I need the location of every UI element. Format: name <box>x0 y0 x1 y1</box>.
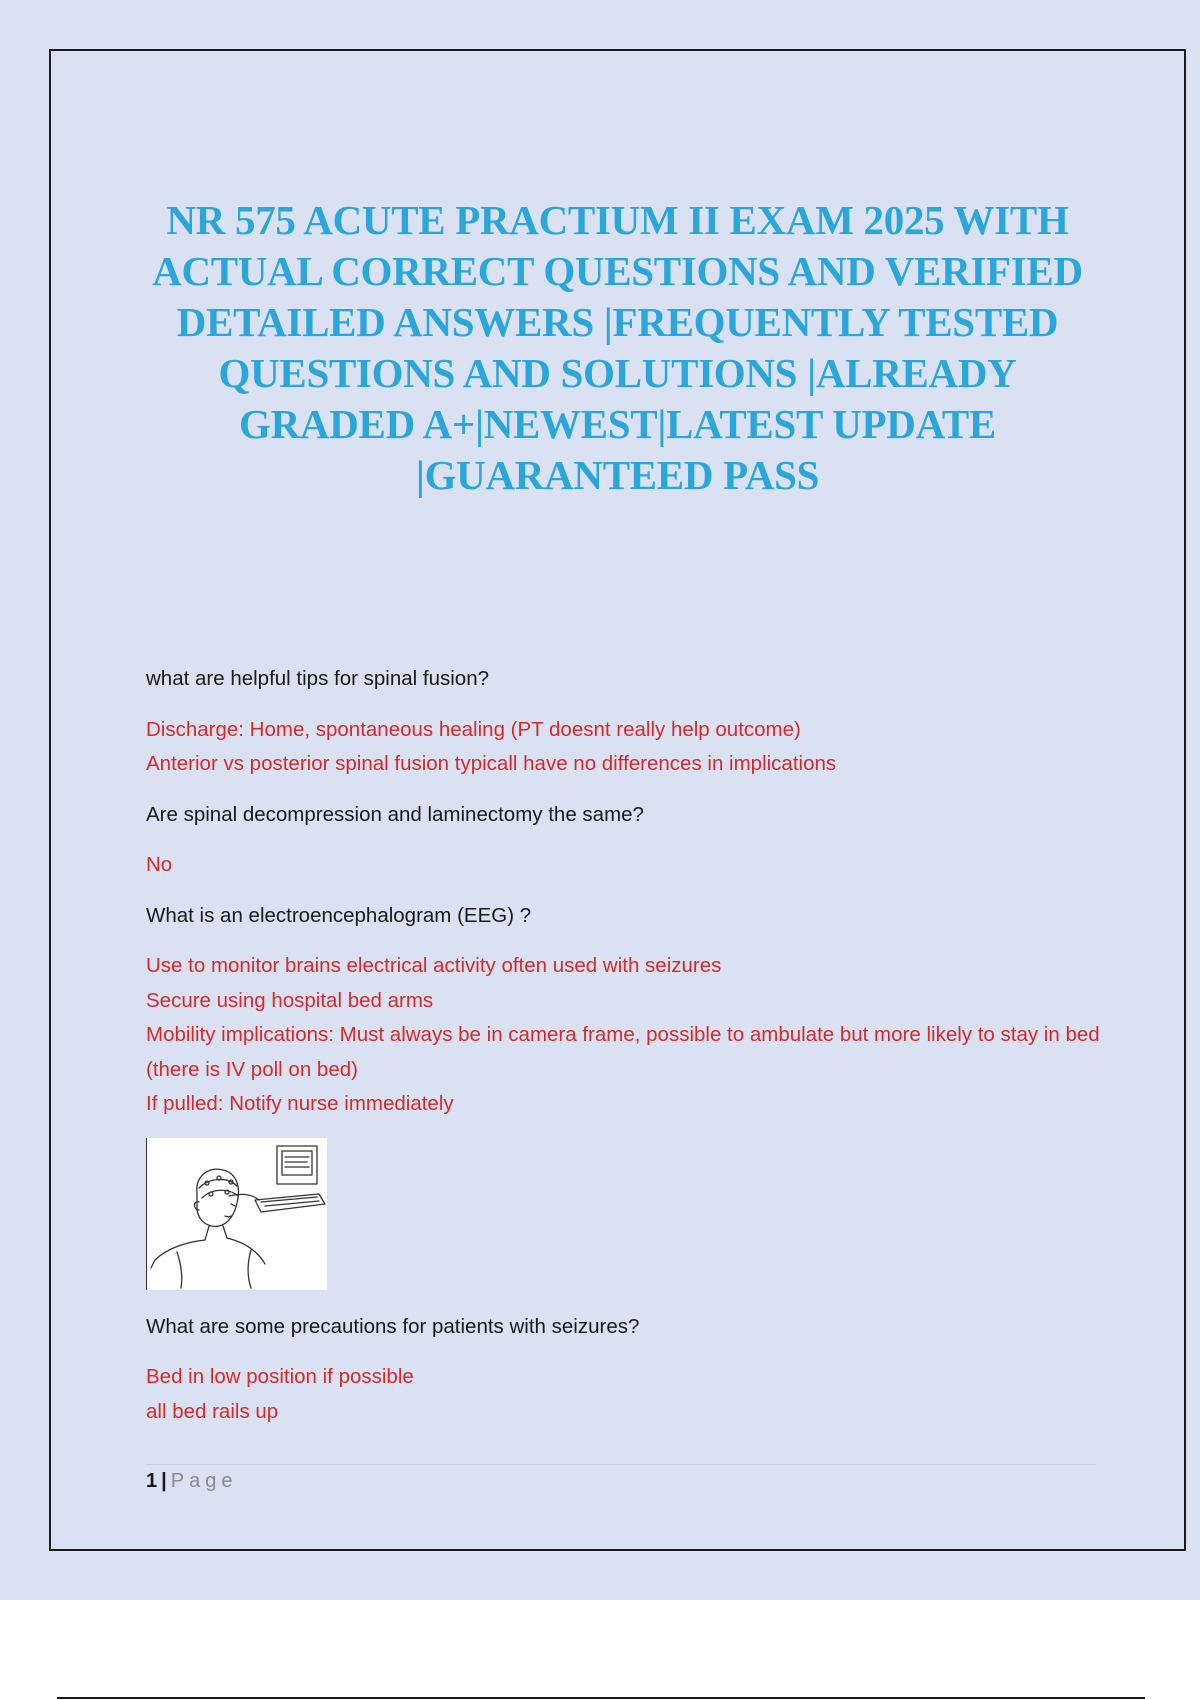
answer-1 <box>146 713 1106 782</box>
footer-separator: | <box>161 1470 167 1492</box>
answer-3 <box>146 949 1106 1122</box>
footer-divider <box>146 1464 1096 1465</box>
document-title: NR 575 ACUTE PRACTIUM II EXAM 2025 WITH ACTUAL CORRECT QUESTIONS AND VERIFIED DETAILED ANSWERS |FREQUENTLY TESTED QUESTIONS AND SOLUTIONS |ALREADY GRADED A+|NEWEST|LATEST UPDATE |GUARANTEED PASS <box>152 197 1083 498</box>
answer-1-line-2: Anterior vs posterior spinal fusion typicall have no differences in implications <box>146 752 837 775</box>
page-number: 1 <box>146 1470 158 1492</box>
answer-2 <box>146 848 1106 883</box>
answer-3-line-3: Mobility implications: Must always be in camera frame, possible to ambulate but more likely to stay in bed (there is IV poll on bed) <box>146 1023 1100 1081</box>
answer-3-line-2: Secure using hospital bed arms <box>146 988 434 1012</box>
bottom-rule <box>57 1697 1145 1699</box>
answer-4-line-2: all bed rails up <box>146 1399 279 1423</box>
question-1: what are helpful tips for spinal fusion? <box>146 667 490 690</box>
answer-4-line-1: Bed in low position if possible <box>146 1365 414 1388</box>
page-footer <box>146 1470 237 1493</box>
eeg-patient-illustration-icon <box>146 1138 327 1290</box>
answer-1-line-1: Discharge: Home, spontaneous healing (PT doesnt really help outcome) <box>146 717 801 741</box>
answer-2-line-1: No <box>146 853 173 876</box>
question-3: What is an electroencephalogram (EEG) ? <box>146 903 532 927</box>
question-2: Are spinal decompression and laminectomy the same? <box>146 802 644 826</box>
answer-3-line-4: If pulled: Notify nurse immediately <box>146 1092 454 1115</box>
page-label: Page <box>170 1470 238 1492</box>
answer-3-line-1: Use to monitor brains electrical activity often used with seizures <box>146 954 722 977</box>
question-4: What are some precautions for patients with seizures? <box>146 1314 640 1338</box>
qa-content <box>146 662 1106 1445</box>
answer-4 <box>146 1360 1106 1429</box>
